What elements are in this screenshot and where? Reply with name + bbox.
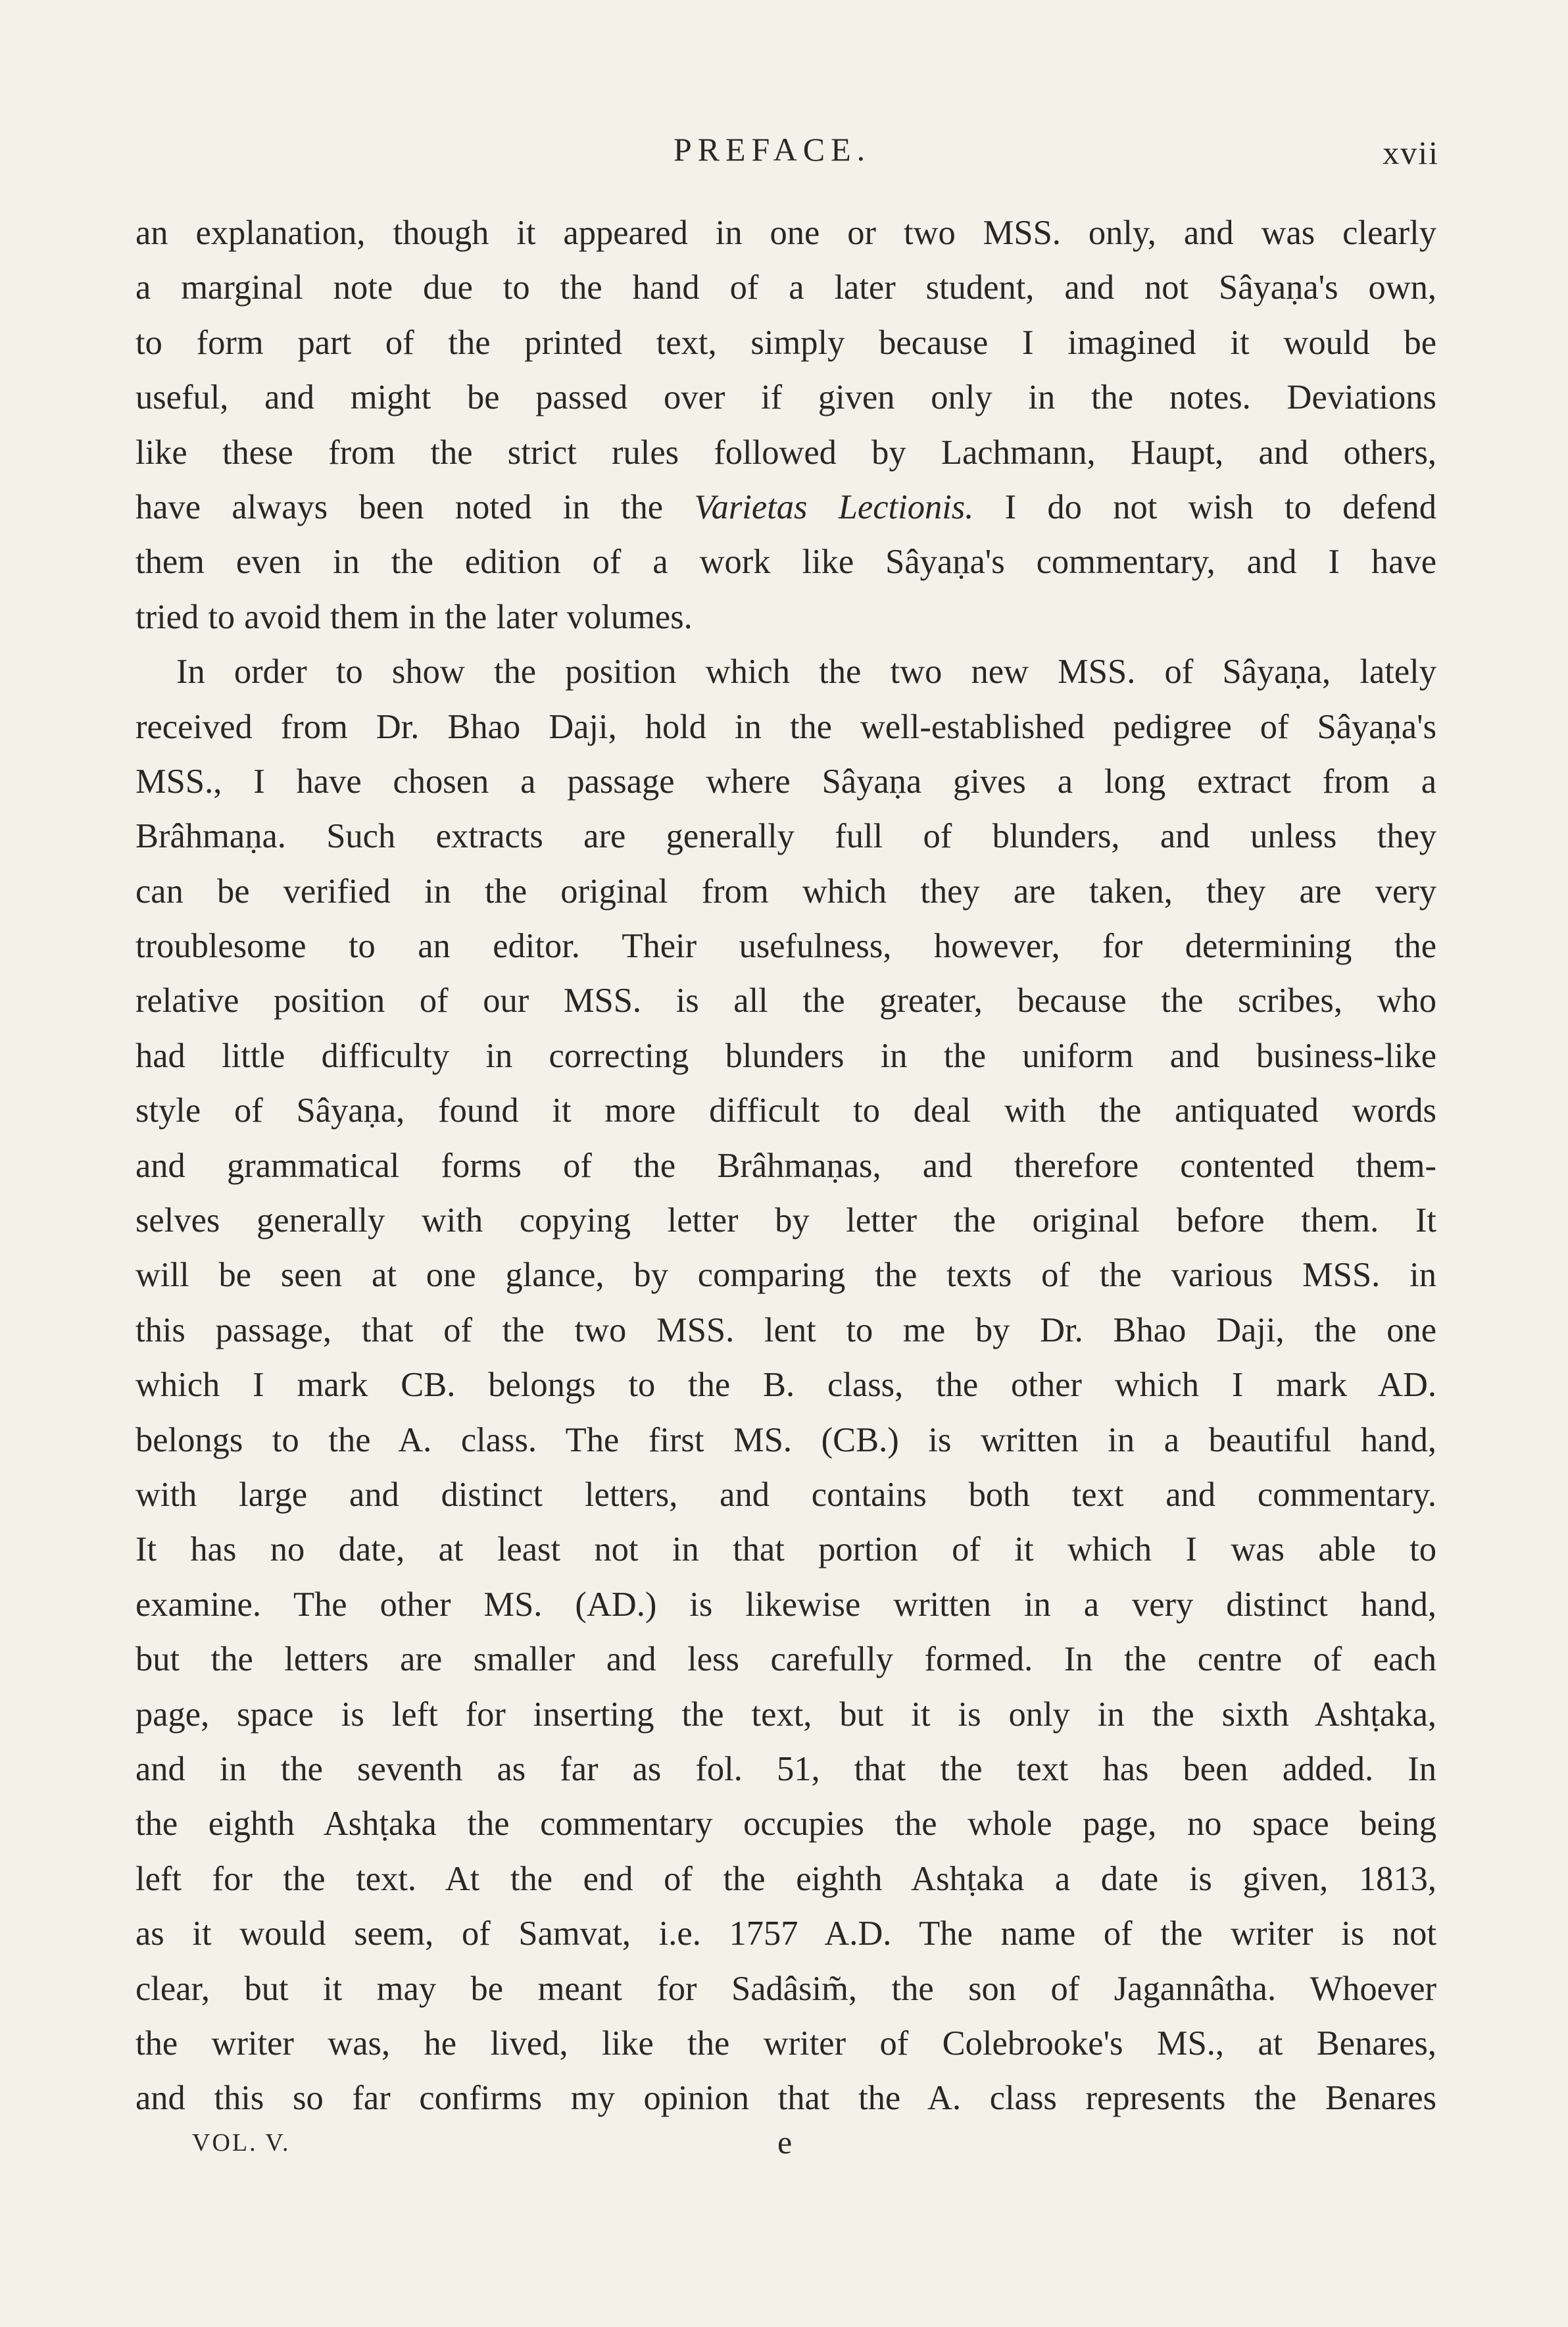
body-text <box>135 206 1436 2126</box>
text-line: can be verified in the original from which they are taken, they are very <box>135 872 1436 911</box>
text-line: page, space is left for inserting the text, but it is only in the sixth Ashṭaka, <box>135 1695 1436 1734</box>
italic-phrase: Varietas Lectionis. <box>694 488 974 526</box>
text-line: examine. The other MS. (AD.) is likewise written in a very distinct hand, <box>135 1585 1436 1624</box>
text-line: and in the seventh as far as fol. 51, that the text has been added. In <box>135 1749 1436 1788</box>
text-line: left for the text. At the end of the eighth Ashṭaka a date is given, 1813, <box>135 1859 1436 1898</box>
signature-mark: e <box>777 2124 793 2161</box>
text-line: a marginal note due to the hand of a later student, and not Sâyaṇa's own, <box>135 268 1436 307</box>
text-line: style of Sâyaṇa, found it more difficult to deal with the antiquated words <box>135 1091 1436 1130</box>
text-line: had little difficulty in correcting blunders in the uniform and business-like <box>135 1036 1436 1075</box>
text-line-with-italic: have always been noted in the Varietas Lectionis. I do not wish to defend <box>135 488 1436 526</box>
volume-mark: VOL. V. <box>192 2129 291 2157</box>
text-line: troublesome to an editor. Their usefulness, however, for determining the <box>135 927 1436 966</box>
text-line: received from Dr. Bhao Daji, hold in the well-established pedigree of Sâyaṇa's <box>135 707 1436 746</box>
text-line: with large and distinct letters, and contains both text and commentary. <box>135 1475 1436 1514</box>
text-line: and grammatical forms of the Brâhmaṇas, and therefore contented them- <box>135 1146 1436 1185</box>
text-line: tried to avoid them in the later volumes. <box>135 597 693 636</box>
text-line: useful, and might be passed over if given only in the notes. Deviations <box>135 378 1436 417</box>
text-line: MSS., I have chosen a passage where Sâyaṇa gives a long extract from a <box>135 762 1436 801</box>
text-line: them even in the edition of a work like Sâyaṇa's commentary, and I have <box>135 543 1436 582</box>
text-line: Brâhmaṇa. Such extracts are generally full of blunders, and unless they <box>135 817 1436 856</box>
text-line: It has no date, at least not in that portion of it which I was able to <box>135 1530 1436 1569</box>
page-number: xvii <box>1383 134 1439 171</box>
text-line: the writer was, he lived, like the writer of Colebrooke's MS., at Benares, <box>135 2024 1436 2063</box>
text-line: and this so far confirms my opinion that the A. class represents the Benares <box>135 2079 1436 2118</box>
text-line: this passage, that of the two MSS. lent to me by Dr. Bhao Daji, the one <box>135 1311 1436 1349</box>
running-head-title: PREFACE. <box>673 131 871 168</box>
text-line: the eighth Ashṭaka the commentary occupies the whole page, no space being <box>135 1805 1436 1843</box>
text-line: relative position of our MSS. is all the greater, because the scribes, who <box>135 982 1436 1020</box>
paragraph-1 <box>135 206 1436 645</box>
text-line: clear, but it may be meant for Sadâsim̃, the son of Jagannâtha. Whoever <box>135 1969 1436 2008</box>
text-line: In order to show the position which the two new MSS. of Sâyaṇa, lately <box>176 653 1436 691</box>
text-line: but the letters are smaller and less carefully formed. In the centre of each <box>135 1640 1436 1679</box>
text-line: selves generally with copying letter by letter the original before them. It <box>135 1201 1436 1240</box>
text-line: which I mark CB. belongs to the B. class, the other which I mark AD. <box>135 1366 1436 1405</box>
text-line: an explanation, though it appeared in one or two MSS. only, and was clearly <box>135 214 1436 252</box>
text-line: to form part of the printed text, simply because I imagined it would be <box>135 323 1436 362</box>
text-line: will be seen at one glance, by comparing the texts of the various MSS. in <box>135 1256 1436 1295</box>
text-line: like these from the strict rules followed by Lachmann, Haupt, and others, <box>135 433 1436 472</box>
text-line: as it would seem, of Samvat, i.e. 1757 A.D. The name of the writer is not <box>135 1914 1436 1953</box>
text-line: belongs to the A. class. The first MS. (CB.) is written in a beautiful hand, <box>135 1420 1436 1459</box>
paragraph-2 <box>135 645 1436 2126</box>
